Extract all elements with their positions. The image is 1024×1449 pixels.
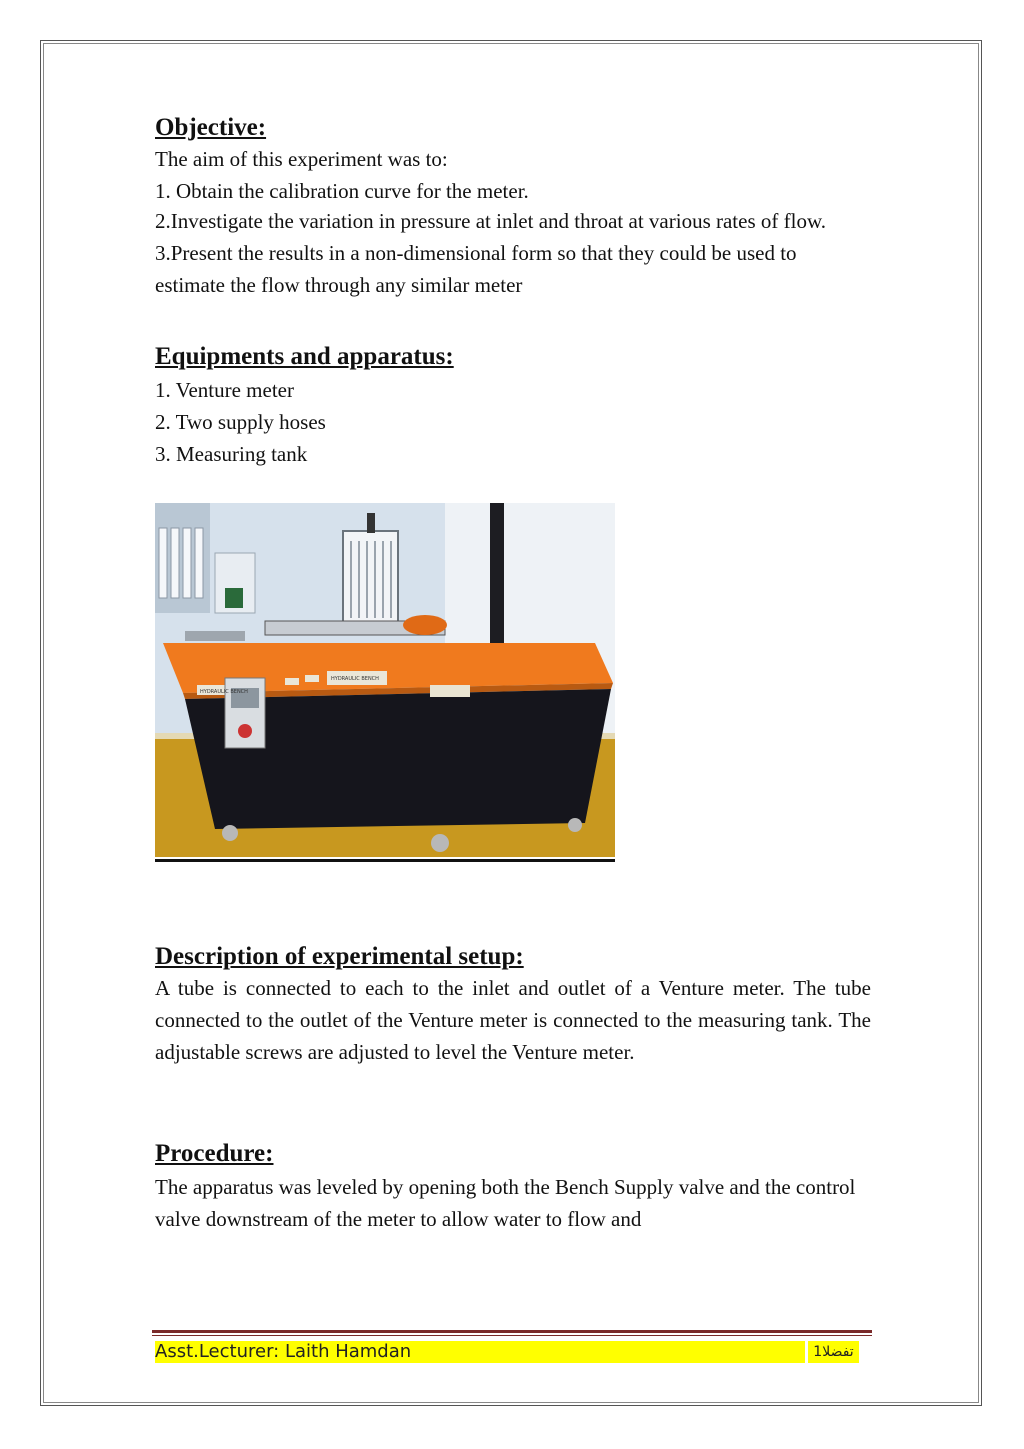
hydraulic-bench-illustration bbox=[155, 503, 615, 857]
procedure-text: The apparatus was leveled by opening both the Bench Supply valve and the control valve downstream of the meter to allow water to flow and bbox=[155, 1175, 856, 1231]
description-heading: Description of experimental setup: bbox=[155, 943, 524, 970]
description-section bbox=[155, 942, 871, 1068]
objective-heading: Objective: bbox=[155, 114, 267, 141]
equipment-item-1: 1. Venture meter bbox=[155, 378, 294, 402]
objective-item-1: 1. Obtain the calibration curve for the meter. bbox=[155, 179, 529, 203]
procedure-section bbox=[155, 1139, 871, 1235]
apparatus-photo bbox=[155, 503, 615, 857]
equipment-section bbox=[155, 342, 871, 470]
photo-underline bbox=[155, 859, 615, 862]
footer-rule-thick bbox=[152, 1330, 872, 1333]
footer-rule-thin bbox=[152, 1335, 872, 1336]
objective-item-2: 2.Investigate the variation in pressure at inlet and throat at various rates of flow. bbox=[155, 209, 827, 233]
footer-page-number: تفضلا1 bbox=[808, 1341, 859, 1363]
equipment-heading: Equipments and apparatus: bbox=[155, 343, 454, 370]
procedure-heading: Procedure: bbox=[155, 1140, 274, 1167]
objective-section bbox=[155, 113, 871, 301]
equipment-item-2: 2. Two supply hoses bbox=[155, 410, 326, 434]
footer-author: Asst.Lecturer: Laith Hamdan bbox=[155, 1341, 805, 1363]
description-text: A tube is connected to each to the inlet and outlet of a Venture meter. The tube connected to the outlet of the Venture meter is connected to the measuring tank. The adjustable screws are adjusted to level the Venture meter. bbox=[155, 976, 871, 1064]
objective-item-3: 3.Present the results in a non-dimensional form so that they could be used to estimate the flow through any similar meter bbox=[155, 241, 797, 297]
equipment-item-3: 3. Measuring tank bbox=[155, 442, 308, 466]
bench-label: HYDRAULIC BENCH bbox=[200, 689, 248, 695]
panel-label: HYDRAULIC BENCH bbox=[331, 676, 379, 682]
objective-intro: The aim of this experiment was to: bbox=[155, 147, 448, 171]
